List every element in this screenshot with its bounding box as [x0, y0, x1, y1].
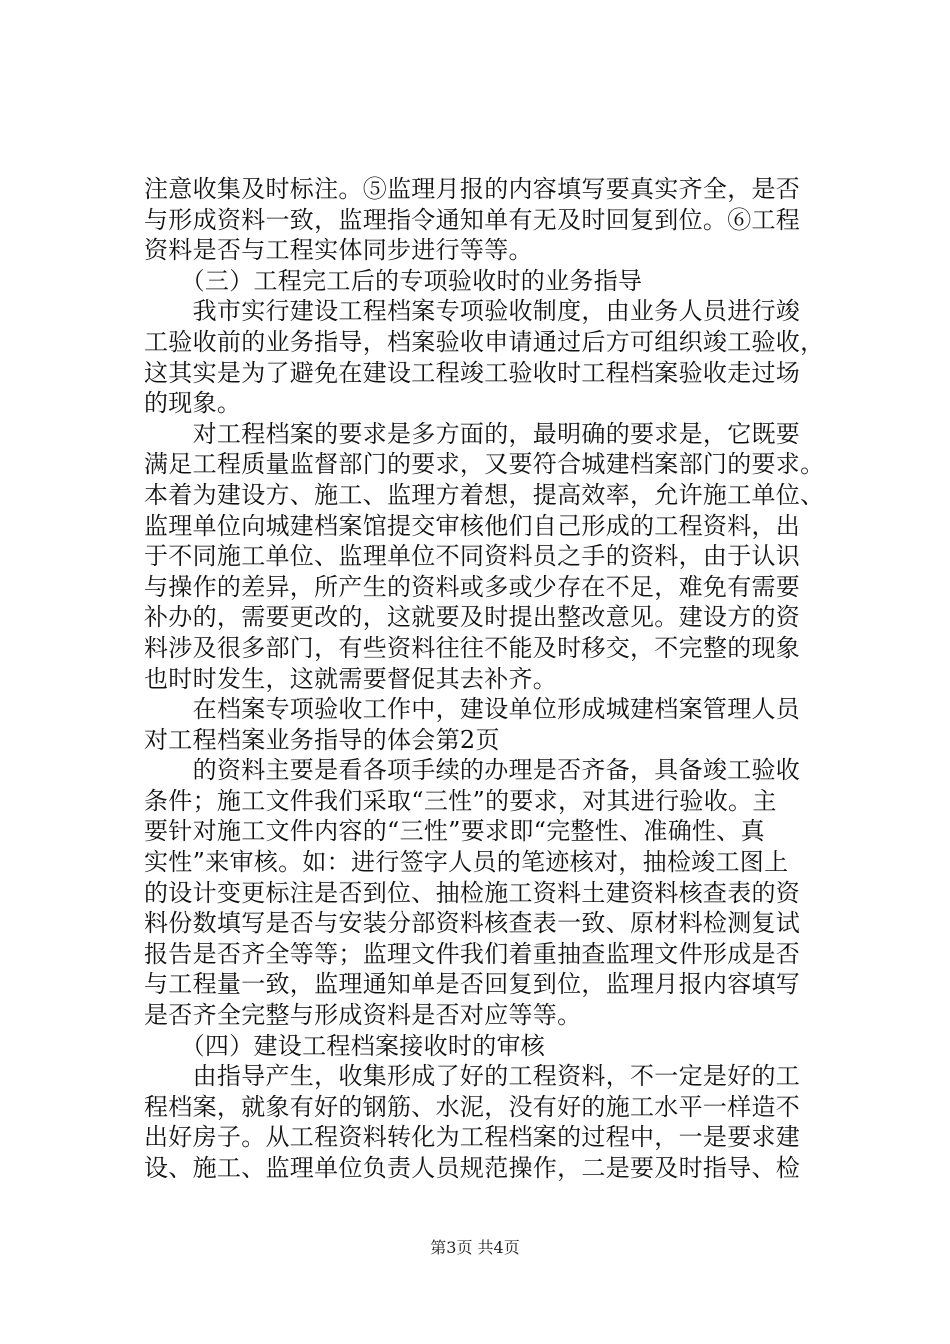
text-line: 对工程档案业务指导的体会第2页: [144, 725, 500, 754]
text-line: 本着为建设方、施工、监理方着想，提高效率，允许施工单位、: [144, 480, 825, 509]
text-line: 是否齐全完整与形成资料是否对应等等。: [144, 1001, 582, 1030]
text-line: 我市实行建设工程档案专项验收制度，由业务人员进行竣: [144, 297, 801, 326]
text-line: 监理单位向城建档案馆提交审核他们自己形成的工程资料，出: [144, 511, 801, 540]
text-line: 与操作的差异，所产生的资料或多或少存在不足，难免有需要: [144, 572, 801, 601]
text-line: 料份数填写是否与安装分部资料核查表一致、原材料检测复试: [144, 909, 801, 938]
text-line: 工验收前的业务指导，档案验收申请通过后方可组织竣工验收，: [144, 327, 825, 356]
text-line: 的设计变更标注是否到位、抽检施工资料土建资料核查表的资: [144, 878, 801, 907]
text-line: 在档案专项验收工作中，建设单位形成城建档案管理人员: [144, 695, 801, 724]
text-line: 实性”来审核。如：进行签字人员的笔迹核对，抽检竣工图上: [144, 848, 789, 877]
text-line: 程档案，就象有好的钢筋、水泥，没有好的施工水平一样造不: [144, 1092, 801, 1121]
text-line: 的现象。: [144, 389, 242, 418]
page-footer: 第3页 共4页: [430, 1238, 520, 1257]
text-line: 与工程量一致，监理通知单是否回复到位，监理月报内容填写: [144, 970, 801, 999]
text-line: 要针对施工文件内容的“三性”要求即“完整性、准确性、真: [144, 817, 765, 846]
text-line: 资料是否与工程实体同步进行等等。: [144, 236, 533, 265]
text-line: 设、施工、监理单位负责人员规范操作，二是要及时指导、检: [144, 1154, 801, 1182]
body-text: [144, 174, 834, 1184]
text-line: 由指导产生，收集形成了好的工程资料，不一定是好的工: [144, 1062, 801, 1091]
text-line: 的资料主要是看各项手续的办理是否齐备，具备竣工验收: [144, 756, 801, 785]
text-line: 于不同施工单位、监理单位不同资料员之手的资料，由于认识: [144, 542, 801, 571]
text-line: 出好房子。从工程资料转化为工程档案的过程中，一是要求建: [144, 1123, 801, 1152]
text-line: 条件；施工文件我们采取“三性”的要求，对其进行验收。主: [144, 786, 777, 815]
text-line: 补办的，需要更改的，这就要及时提出整改意见。建设方的资: [144, 603, 801, 632]
section-heading: （三）工程完工后的专项验收时的业务指导: [144, 266, 643, 295]
section-heading: （四）建设工程档案接收时的审核: [144, 1031, 546, 1060]
text-line: 料涉及很多部门，有些资料往往不能及时移交，不完整的现象: [144, 633, 801, 662]
text-line: 注意收集及时标注。⑤监理月报的内容填写要真实齐全，是否: [144, 175, 801, 203]
text-line: 也时时发生，这就需要督促其去补齐。: [144, 664, 558, 693]
text-line: 这其实是为了避免在建设工程竣工验收时工程档案验收走过场: [144, 358, 801, 387]
text-line: 对工程档案的要求是多方面的，最明确的要求是，它既要: [144, 419, 801, 448]
text-line: 报告是否齐全等等；监理文件我们着重抽查监理文件形成是否: [144, 939, 801, 968]
text-line: 满足工程质量监督部门的要求，又要符合城建档案部门的要求。: [144, 450, 825, 479]
text-line: 与形成资料一致，监理指令通知单有无及时回复到位。⑥工程: [144, 205, 801, 234]
